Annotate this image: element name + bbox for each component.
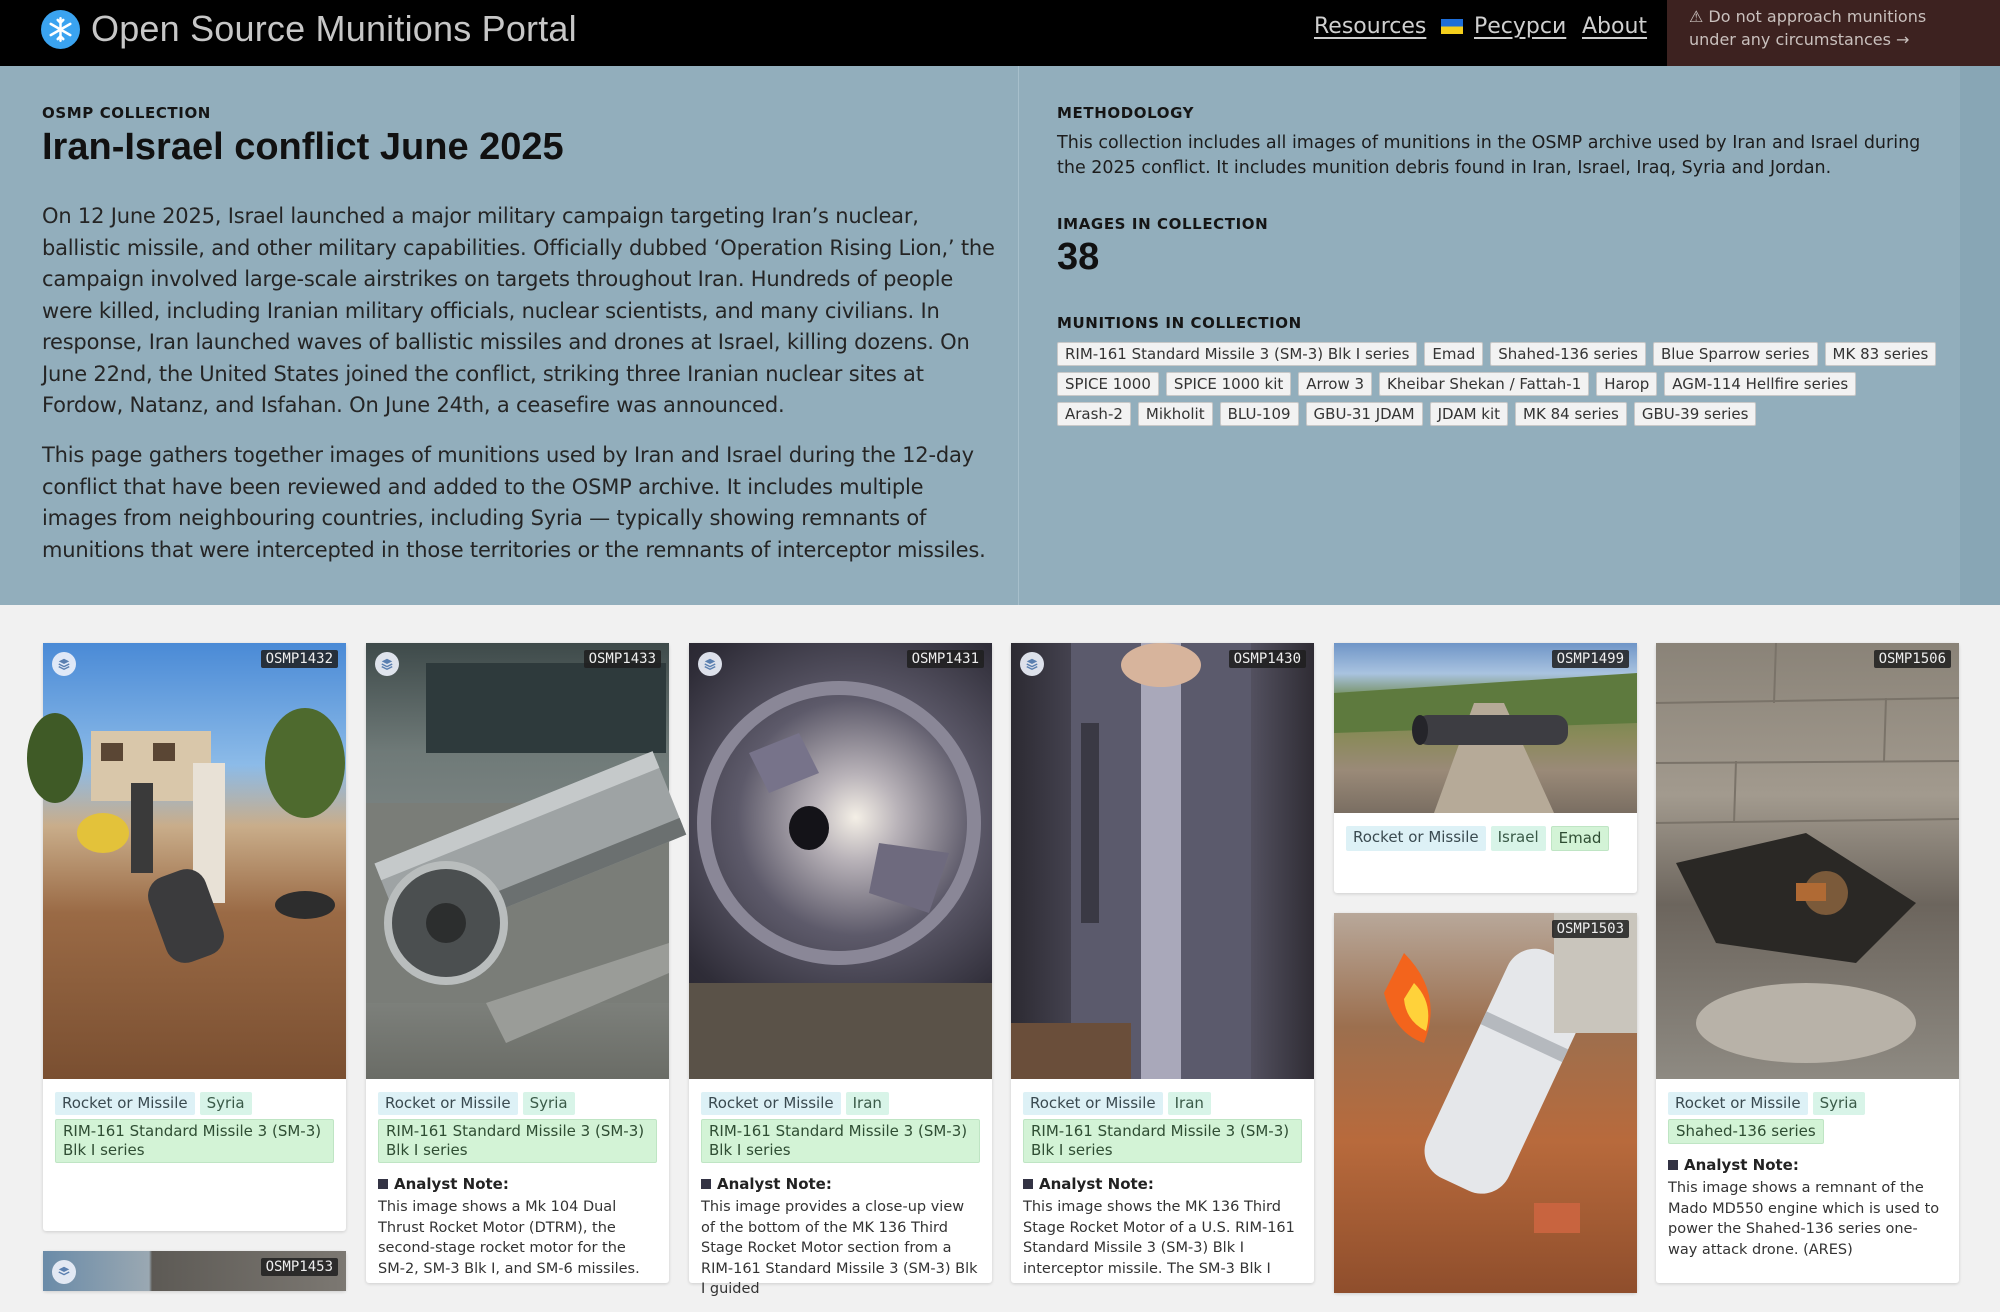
collection-hero	[0, 66, 2000, 605]
analyst-note-label: Analyst Note:	[394, 1175, 509, 1193]
analyst-note-label: Analyst Note:	[1039, 1175, 1154, 1193]
methodology-text: This collection includes all images of munitions in the OSMP archive used by Iran and Israel during the 2025 conflict. It includes munition debris found in Iran, Israel, Iraq, Syria and Jordan.	[1057, 133, 1921, 178]
country-chip[interactable]: Israel	[1491, 826, 1546, 851]
analyst-note-heading	[378, 1175, 657, 1193]
nav-resources-ua-link[interactable]	[1441, 14, 1566, 39]
collection-eyebrow: OSMP COLLECTION	[42, 104, 211, 122]
site-title: Open Source Munitions Portal	[91, 8, 577, 49]
munition-photo[interactable]	[1334, 913, 1637, 1293]
snowflake-logo-icon	[41, 10, 80, 49]
nav-resources-ua-label: Ресурси	[1474, 14, 1567, 39]
munition-tag[interactable]: RIM-161 Standard Missile 3 (SM-3) Blk I series	[1057, 342, 1417, 366]
munition-photo[interactable]	[43, 1251, 346, 1291]
type-chip[interactable]: Rocket or Missile	[1668, 1092, 1808, 1115]
image-card[interactable]	[366, 643, 669, 1283]
munition-photo[interactable]	[366, 643, 669, 1079]
munition-tag[interactable]: GBU-31 JDAM	[1306, 402, 1423, 426]
card-body	[1656, 1079, 1959, 1272]
card-body	[1334, 813, 1637, 893]
osmp-id-badge: OSMP1433	[584, 650, 661, 668]
analyst-note-heading	[1023, 1175, 1302, 1193]
munition-tag[interactable]: Mikholit	[1138, 402, 1213, 426]
stack-icon	[375, 652, 399, 676]
munition-photo[interactable]	[1011, 643, 1314, 1079]
hero-edge	[1960, 66, 2000, 605]
munition-tag[interactable]: AGM-114 Hellfire series	[1664, 372, 1856, 396]
type-chip[interactable]: Rocket or Missile	[55, 1092, 195, 1115]
stack-icon	[698, 652, 722, 676]
image-card[interactable]	[1011, 643, 1314, 1283]
munition-tag[interactable]: SPICE 1000 kit	[1166, 372, 1291, 396]
note-icon	[701, 1179, 711, 1189]
munition-chip[interactable]: RIM-161 Standard Missile 3 (SM-3) Blk I series	[1023, 1119, 1302, 1163]
country-chip[interactable]: Iran	[846, 1092, 889, 1115]
analyst-note-text: This image shows a Mk 104 Dual Thrust Rocket Motor (DTRM), the second-stage rocket motor for the SM-2, SM-3 Blk I, and SM-6 missiles.	[378, 1199, 640, 1277]
munition-tag[interactable]: Shahed-136 series	[1490, 342, 1646, 366]
card-body	[689, 1079, 992, 1312]
stack-icon	[52, 1260, 76, 1284]
analyst-note-label: Analyst Note:	[1684, 1156, 1799, 1174]
image-card[interactable]	[1656, 643, 1959, 1283]
safety-warning-banner[interactable]	[1667, 0, 2000, 66]
country-chip[interactable]: Syria	[200, 1092, 252, 1115]
note-icon	[378, 1179, 388, 1189]
stack-icon	[52, 652, 76, 676]
country-chip[interactable]: Syria	[523, 1092, 575, 1115]
type-chip[interactable]: Rocket or Missile	[1346, 826, 1486, 851]
country-chip[interactable]: Syria	[1813, 1092, 1865, 1115]
card-body	[366, 1079, 669, 1291]
munition-tag[interactable]: JDAM kit	[1430, 402, 1508, 426]
page-title: Iran-Israel conflict June 2025	[42, 126, 564, 168]
image-card[interactable]	[1334, 643, 1637, 893]
osmp-id-badge: OSMP1453	[261, 1258, 338, 1276]
intro-paragraph-2: This page gathers together images of munitions used by Iran and Israel during the 12-day conflict that have been reviewed and added to the OSMP archive. It includes multiple images from neighbouring countries, including Syria — typically showing remnants of munitions that were intercepted in those territories or the remnants of interceptor missiles.	[42, 443, 986, 562]
methodology-label: METHODOLOGY	[1057, 104, 1195, 122]
stack-icon	[1020, 652, 1044, 676]
collection-description	[0, 66, 1019, 605]
munition-tag[interactable]: Arash-2	[1057, 402, 1131, 426]
munition-tag[interactable]: MK 84 series	[1515, 402, 1627, 426]
munition-chip[interactable]: RIM-161 Standard Missile 3 (SM-3) Blk I series	[378, 1119, 657, 1163]
osmp-id-badge: OSMP1506	[1874, 650, 1951, 668]
nav-resources-link[interactable]: Resources	[1314, 14, 1427, 39]
ukraine-flag-icon	[1441, 19, 1463, 34]
analyst-note-text: This image shows the MK 136 Third Stage Rocket Motor of a U.S. RIM-161 Standard Missile 3 (SM-3) Blk I interceptor missile. The SM-3 Blk I	[1023, 1199, 1295, 1277]
munition-chip[interactable]: Shahed-136 series	[1668, 1119, 1824, 1144]
nav-about-link[interactable]: About	[1582, 14, 1648, 39]
brand[interactable]	[41, 8, 577, 50]
munition-tag-list	[1057, 342, 1937, 426]
munition-tag[interactable]: Arrow 3	[1298, 372, 1372, 396]
analyst-note-heading	[1668, 1156, 1947, 1174]
images-count: 38	[1057, 236, 1100, 278]
munition-tag[interactable]: BLU-109	[1220, 402, 1299, 426]
warning-line-1: ⚠ Do not approach munitions	[1689, 7, 1927, 26]
type-chip[interactable]: Rocket or Missile	[1023, 1092, 1163, 1115]
munition-tag[interactable]: SPICE 1000	[1057, 372, 1159, 396]
card-body	[43, 1079, 346, 1231]
card-body	[1011, 1079, 1314, 1291]
type-chip[interactable]: Rocket or Missile	[378, 1092, 518, 1115]
note-icon	[1668, 1160, 1678, 1170]
munition-tag[interactable]: Kheibar Shekan / Fattah-1	[1379, 372, 1589, 396]
images-count-label: IMAGES IN COLLECTION	[1057, 215, 1269, 233]
munition-photo[interactable]	[1334, 643, 1637, 813]
munition-chip[interactable]: Emad	[1551, 826, 1610, 851]
methodology-panel	[1020, 66, 1960, 605]
munition-chip[interactable]: RIM-161 Standard Missile 3 (SM-3) Blk I series	[55, 1119, 334, 1163]
osmp-id-badge: OSMP1503	[1552, 920, 1629, 938]
analyst-note-text: This image shows a remnant of the Mado MD550 engine which is used to power the Shahed-136 series one-way attack drone. (ARES)	[1668, 1180, 1940, 1258]
munition-photo[interactable]	[689, 643, 992, 1079]
note-icon	[1023, 1179, 1033, 1189]
munition-tag[interactable]: GBU-39 series	[1634, 402, 1757, 426]
analyst-note-label: Analyst Note:	[717, 1175, 832, 1193]
warning-line-2: under any circumstances →	[1689, 30, 1910, 49]
osmp-id-badge: OSMP1432	[261, 650, 338, 668]
munition-chip[interactable]: RIM-161 Standard Missile 3 (SM-3) Blk I series	[701, 1119, 980, 1163]
top-bar	[0, 0, 2000, 66]
type-chip[interactable]: Rocket or Missile	[701, 1092, 841, 1115]
munition-tag[interactable]: MK 83 series	[1825, 342, 1937, 366]
osmp-id-badge: OSMP1499	[1552, 650, 1629, 668]
intro-paragraph-1: On 12 June 2025, Israel launched a major military campaign targeting Iran’s nuclear, ballistic missile, and other military capabilities. Officially dubbed ‘Operation Rising Lion,’ the campaign involved large-scale airstrikes on targets throughout Iran. Hundreds of people were killed, including Iranian military officials, nuclear scientists, and many civilians. In response, Iran launched waves of ballistic missiles and drones at Israel, killing dozens. On June 22nd, the United States joined the conflict, striking three Iranian nuclear sites at Fordow, Natanz, and Isfahan. On June 24th, a ceasefire was announced.	[42, 204, 995, 417]
munition-tag[interactable]: Blue Sparrow series	[1653, 342, 1818, 366]
analyst-note-text: This image provides a close-up view of the bottom of the MK 136 Third Stage Rocket Motor section from a RIM-161 Standard Missile 3 (SM-3) Blk I guided	[701, 1199, 978, 1297]
munition-photo[interactable]	[43, 643, 346, 1079]
osmp-id-badge: OSMP1430	[1229, 650, 1306, 668]
image-card[interactable]	[43, 1251, 346, 1291]
munition-tag[interactable]: Emad	[1424, 342, 1483, 366]
image-card[interactable]	[43, 643, 346, 1231]
munition-photo[interactable]	[1656, 643, 1959, 1079]
country-chip[interactable]: Iran	[1168, 1092, 1211, 1115]
munition-tag[interactable]: Harop	[1596, 372, 1657, 396]
osmp-id-badge: OSMP1431	[907, 650, 984, 668]
image-card[interactable]	[1334, 913, 1637, 1293]
munitions-label: MUNITIONS IN COLLECTION	[1057, 314, 1302, 332]
analyst-note-heading	[701, 1175, 980, 1193]
image-card[interactable]	[689, 643, 992, 1297]
